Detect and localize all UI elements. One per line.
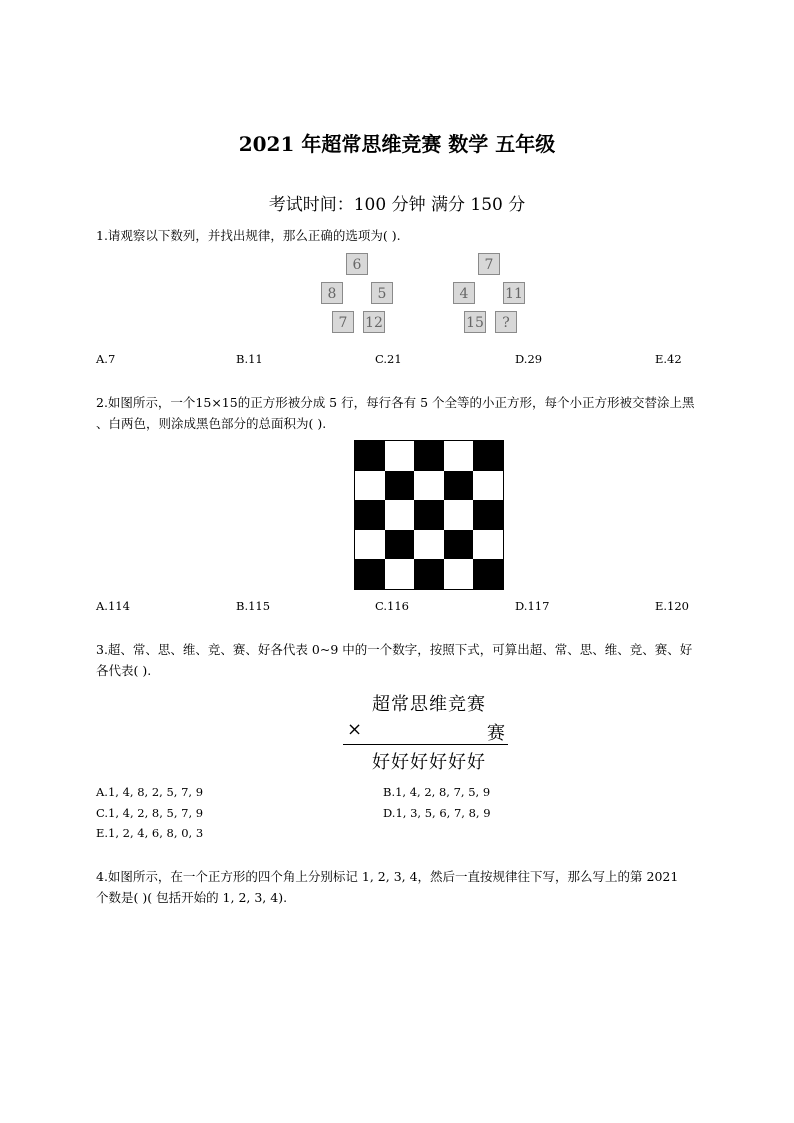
number-box: 5	[371, 282, 393, 304]
question-3-line1: 3.超、常、思、维、竞、赛、好各代表 0~9 中的一个数字，按照下式，可算出超、常、思、维、竞、赛、好	[96, 642, 693, 657]
board-cell	[444, 441, 474, 471]
multiplier: 赛	[487, 723, 506, 744]
option-d[interactable]: D.117	[515, 599, 550, 613]
board-cell	[385, 500, 415, 530]
question-2-line2: 、白两色，则涂成黑色部分的总面积为( ).	[96, 416, 327, 431]
option-a[interactable]: A.1, 4, 8, 2, 5, 7, 9	[96, 785, 204, 799]
board-cell	[355, 441, 385, 471]
board-cell	[444, 471, 474, 501]
board-cell	[355, 500, 385, 530]
number-box: 4	[453, 282, 475, 304]
board-cell	[414, 559, 444, 589]
equation-rule	[343, 744, 508, 745]
board-cell	[473, 559, 503, 589]
option-e[interactable]: E.42	[655, 352, 682, 366]
number-box: 8	[321, 282, 343, 304]
number-box: 7	[478, 253, 500, 275]
checkerboard	[354, 440, 504, 590]
option-c[interactable]: C.1, 4, 2, 8, 5, 7, 9	[96, 806, 204, 820]
option-b[interactable]: B.115	[236, 599, 271, 613]
exam-info: 考试时间：100 分钟 满分 150 分	[268, 195, 526, 215]
option-d[interactable]: D.1, 3, 5, 6, 7, 8, 9	[383, 806, 491, 820]
product: 好好好好好好	[372, 752, 486, 773]
times-sign: ×	[347, 719, 364, 740]
option-c[interactable]: C.21	[375, 352, 402, 366]
board-cell	[385, 559, 415, 589]
board-cell	[385, 530, 415, 560]
board-cell	[473, 500, 503, 530]
option-d[interactable]: D.29	[515, 352, 543, 366]
page-title: 2021 年超常思维竞赛 数学 五年级	[238, 132, 556, 156]
board-cell	[444, 500, 474, 530]
board-cell	[355, 530, 385, 560]
number-box: 7	[332, 311, 354, 333]
board-cell	[444, 559, 474, 589]
multiplicand: 超常思维竞赛	[372, 694, 486, 715]
option-c[interactable]: C.116	[375, 599, 409, 613]
board-cell	[355, 471, 385, 501]
board-cell	[414, 530, 444, 560]
question-4-line1: 4.如图所示，在一个正方形的四个角上分别标记 1, 2, 3, 4，然后一直按规律往下写，那么写上的第 2021	[96, 869, 679, 884]
option-b[interactable]: B.1, 4, 2, 8, 7, 5, 9	[383, 785, 491, 799]
question-2-line1: 2.如图所示，一个15×15的正方形被分成 5 行，每行各有 5 个全等的小正方形，每个小正方形被交替涂上黑	[96, 395, 695, 410]
board-cell	[385, 441, 415, 471]
option-b[interactable]: B.11	[236, 352, 263, 366]
number-box: 6	[346, 253, 368, 275]
unknown-box: ?	[495, 311, 517, 333]
board-cell	[414, 500, 444, 530]
question-1-text: 1.请观察以下数列，并找出规律，那么正确的选项为( ).	[96, 228, 401, 243]
question-4-line2: 个数是( )( 包括开始的 1, 2, 3, 4).	[96, 890, 288, 905]
option-e[interactable]: E.1, 2, 4, 6, 8, 0, 3	[96, 826, 204, 840]
board-cell	[473, 441, 503, 471]
board-cell	[414, 471, 444, 501]
board-cell	[385, 471, 415, 501]
option-a[interactable]: A.7	[96, 352, 116, 366]
number-box: 15	[464, 311, 486, 333]
board-cell	[355, 559, 385, 589]
question-3-line2: 各代表( ).	[96, 663, 152, 678]
option-e[interactable]: E.120	[655, 599, 690, 613]
number-box: 11	[503, 282, 525, 304]
option-a[interactable]: A.114	[96, 599, 130, 613]
board-cell	[414, 441, 444, 471]
number-box: 12	[363, 311, 385, 333]
board-cell	[444, 530, 474, 560]
board-cell	[473, 471, 503, 501]
board-cell	[473, 530, 503, 560]
